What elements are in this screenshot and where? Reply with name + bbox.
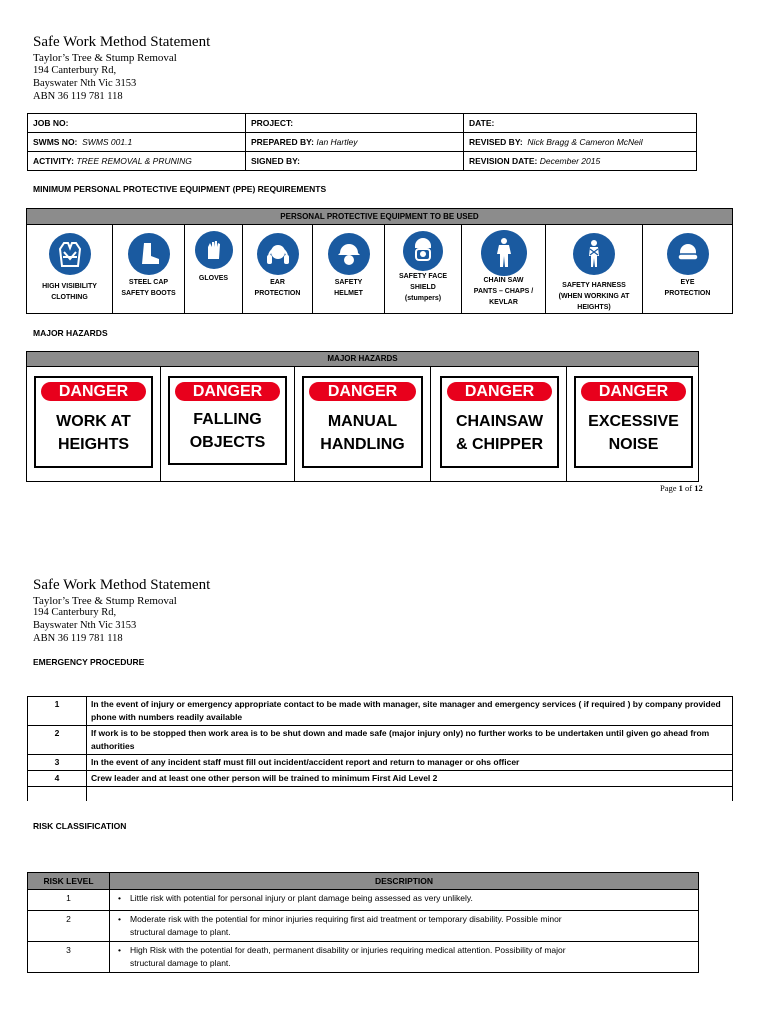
helmet-icon — [328, 233, 370, 275]
table-row: 4 Crew leader and at least one other person will be trained to minimum First Aid Level 2 — [28, 771, 733, 787]
signed-by-cell: SIGNED BY: — [246, 152, 464, 171]
ppe-safety-helmet: SAFETY HELMET — [313, 225, 385, 313]
table-row-empty — [28, 787, 733, 801]
goggles-icon — [667, 233, 709, 275]
risk-classification-table — [27, 872, 699, 973]
ppe-high-visibility: HIGH VISIBILITY CLOTHING — [27, 225, 113, 313]
description-header: DESCRIPTION — [110, 873, 699, 890]
revised-by-cell: REVISED BY: Nick Bragg & Cameron McNeil — [464, 133, 697, 152]
swms-no-cell: SWMS NO: SWMS 001.1 — [28, 133, 246, 152]
gloves-icon — [195, 231, 233, 269]
bullet-icon: • — [118, 914, 121, 924]
table-row: 2 If work is to be stopped then work area is to be shut down and made safe (major injury only) no further works to be undertaken until given go ahead from authorities — [28, 726, 733, 755]
hazards-row — [26, 367, 699, 482]
danger-sign: DANGER FALLING OBJECTS — [168, 376, 287, 465]
document-title-2: Safe Work Method Statement — [33, 577, 211, 593]
ear-muffs-icon — [257, 233, 299, 275]
ppe-ear-protection: EAR PROTECTION — [243, 225, 313, 313]
emergency-procedure-table — [27, 696, 733, 801]
hi-vis-vest-icon — [49, 233, 91, 275]
ppe-steel-cap-boots: STEEL CAP SAFETY BOOTS — [113, 225, 185, 313]
hazards-table-header: MAJOR HAZARDS — [26, 351, 699, 367]
table-row: 3 • High Risk with the potential for death, permanent disability or injuries requiring medical attention. Possibility of major structural damage to plant. — [28, 942, 699, 973]
table-row: 3 In the event of any incident staff must fill out incident/accident report and return to manager or ohs officer — [28, 755, 733, 771]
ppe-gloves: GLOVES — [185, 225, 243, 313]
ppe-table-header: PERSONAL PROTECTIVE EQUIPMENT TO BE USED — [26, 208, 733, 225]
abn-2: ABN 36 119 781 118 — [33, 633, 123, 644]
hazards-section-label: MAJOR HAZARDS — [33, 328, 108, 338]
address-line-1-2: 194 Canterbury Rd, — [33, 607, 117, 618]
revision-date-cell: REVISION DATE: December 2015 — [464, 152, 697, 171]
document-title: Safe Work Method Statement — [33, 34, 211, 50]
page-number: Page 1 of 12 — [660, 483, 703, 493]
danger-sign: DANGER WORK AT HEIGHTS — [34, 376, 153, 468]
ppe-face-shield: SAFETY FACE SHIELD (stumpers) — [385, 225, 462, 313]
prepared-by-cell: PREPARED BY: Ian Hartley — [246, 133, 464, 152]
chainsaw-pants-icon — [481, 230, 527, 276]
ppe-icons-row — [26, 225, 733, 314]
table-row: 1 In the event of injury or emergency appropriate contact to be made with manager, site manager and emergency services ( if required ) by company provided phone with numbers readily available — [28, 697, 733, 726]
hazard-manual-handling — [295, 367, 431, 481]
danger-sign: DANGER EXCESSIVE NOISE — [574, 376, 693, 468]
hazard-work-at-heights — [27, 367, 161, 481]
activity-cell: ACTIVITY: TREE REMOVAL & PRUNING — [28, 152, 246, 171]
address-line-1: 194 Canterbury Rd, — [33, 65, 117, 76]
hazard-falling-objects — [161, 367, 295, 481]
bullet-icon: • — [118, 893, 121, 903]
job-no-cell: JOB NO: — [28, 114, 246, 133]
job-details-table — [27, 113, 697, 171]
company-name-2: Taylor’s Tree & Stump Removal — [33, 595, 177, 607]
company-name: Taylor’s Tree & Stump Removal — [33, 52, 177, 64]
boot-icon — [128, 233, 170, 275]
risk-level-header: RISK LEVEL — [28, 873, 110, 890]
bullet-icon: • — [118, 945, 121, 955]
project-cell: PROJECT: — [246, 114, 464, 133]
harness-icon — [573, 233, 615, 275]
face-shield-icon — [403, 231, 443, 271]
table-row: 1 • Little risk with potential for personal injury or plant damage being assessed as very unlikely. — [28, 890, 699, 911]
date-cell: DATE: — [464, 114, 697, 133]
danger-sign: DANGER CHAINSAW & CHIPPER — [440, 376, 559, 468]
address-line-2-2: Bayswater Nth Vic 3153 — [33, 620, 137, 631]
emergency-section-label: EMERGENCY PROCEDURE — [33, 657, 145, 667]
abn: ABN 36 119 781 118 — [33, 91, 123, 102]
address-line-2: Bayswater Nth Vic 3153 — [33, 78, 137, 89]
table-row: 2 • Moderate risk with the potential for minor injuries requiring first aid treatment or temporary disability. Possible minor structural damage to plant. — [28, 911, 699, 942]
ppe-eye-protection: EYE PROTECTION — [643, 225, 732, 313]
risk-section-label: RISK CLASSIFICATION — [33, 821, 127, 831]
ppe-safety-harness: SAFETY HARNESS (WHEN WORKING AT HEIGHTS) — [546, 225, 643, 313]
ppe-section-label: MINIMUM PERSONAL PROTECTIVE EQUIPMENT (PPE) REQUIREMENTS — [33, 184, 327, 194]
hazard-excessive-noise — [567, 367, 698, 481]
danger-sign: DANGER MANUAL HANDLING — [302, 376, 423, 468]
hazard-chainsaw-chipper — [431, 367, 567, 481]
ppe-chainsaw-pants: CHAIN SAW PANTS – CHAPS / KEVLAR — [462, 225, 546, 313]
